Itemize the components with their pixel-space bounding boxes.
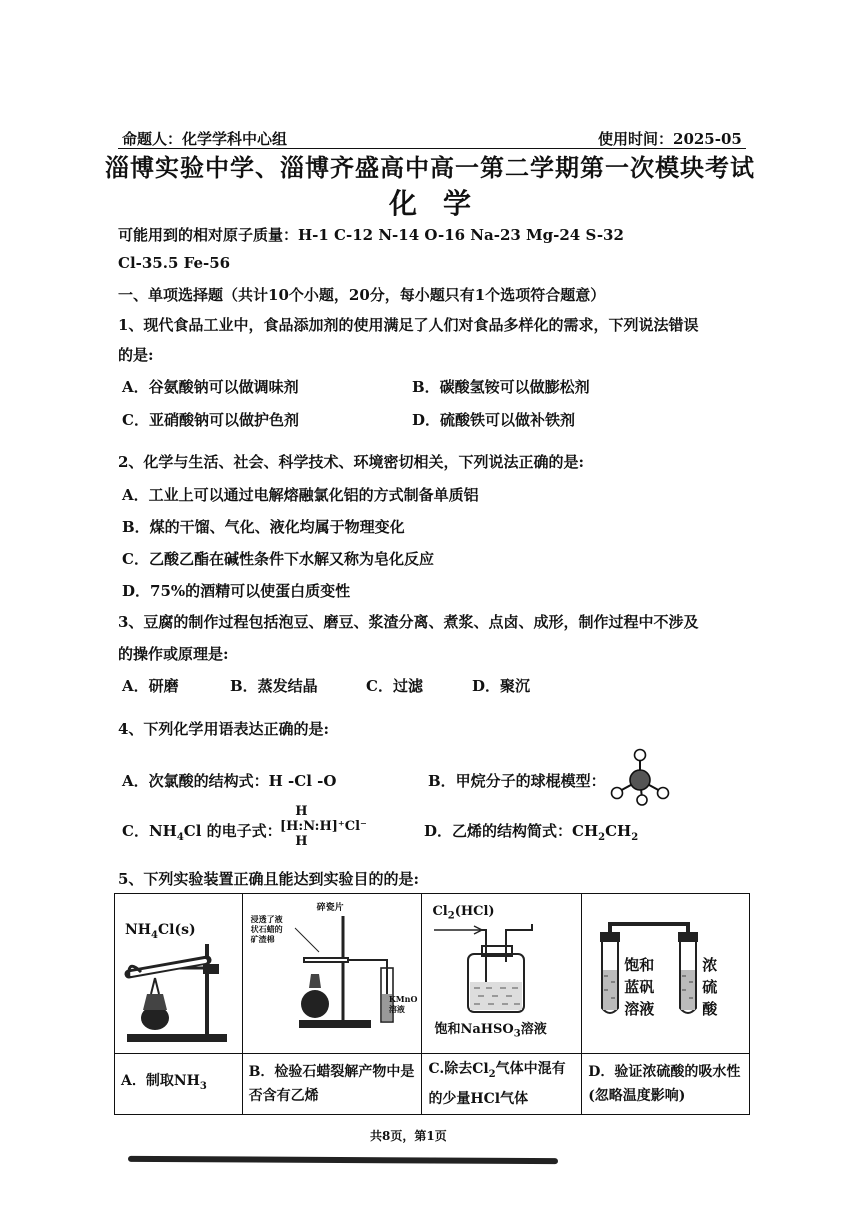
porcelain-chips-label: 碎瓷片 xyxy=(316,903,344,913)
kmno4-label: KMnO 溶液 xyxy=(388,994,418,1014)
apparatus-a-label: $NH_4Cl(s)$ xyxy=(125,922,196,941)
conc-sulfuric-label: 浓 硫 酸 xyxy=(702,956,718,1018)
q2-option-a[interactable]: A．工业上可以通过电解熔融氯化铝的方式制备单质铝 xyxy=(122,486,479,504)
methane-ball-stick-model xyxy=(608,748,672,808)
q2-option-b[interactable]: B．煤的干馏、气化、液化均属于物理变化 xyxy=(122,518,405,536)
q2-option-d[interactable]: D．75%的酒精可以使蛋白质变性 xyxy=(122,582,351,600)
apparatus-d-cell xyxy=(582,894,750,1054)
q3-option-d[interactable]: D．聚沉 xyxy=(472,677,531,695)
q3-stem: 3、豆腐的制作过程包括泡豆、磨豆、浆渣分离、煮浆、点卤、成形，制作过程中不涉及 xyxy=(118,613,699,631)
q5-stem: 5、下列实验装置正确且能达到实验目的的是: xyxy=(118,870,419,888)
atomic-masses-line1: 可能用到的相对原子质量：H-1 C-12 N-14 O-16 Na-23 Mg-24 S-32 xyxy=(118,226,624,244)
q3-option-b[interactable]: B．蒸发结晶 xyxy=(230,677,318,695)
q1-option-a[interactable]: A．谷氨酸钠可以做调味剂 xyxy=(122,378,299,396)
apparatus-c-cell xyxy=(422,894,582,1054)
q1-stem-cont: 的是: xyxy=(118,346,154,364)
gas-washing-bottle xyxy=(430,922,570,1018)
q5-figure-table xyxy=(114,893,750,1115)
apparatus-b-cell xyxy=(242,894,422,1054)
apparatus-a-cell xyxy=(115,894,243,1054)
q4-option-d[interactable]: D．乙烯的结构简式：$CH_2CH_2$ xyxy=(424,822,639,843)
section-heading: 一、单项选择题（共计10个小题，20分，每小题只有1个选项符合题意） xyxy=(118,286,606,304)
q2-option-c[interactable]: C．乙酸乙酯在碱性条件下水解又称为皂化反应 xyxy=(122,550,434,568)
q1-option-b[interactable]: B．碳酸氢铵可以做膨松剂 xyxy=(412,378,590,396)
nh4cl-electron-formula: H [H:N:H]⁺Cl⁻ H xyxy=(280,804,367,849)
u-tube-desiccation-apparatus xyxy=(590,918,740,1028)
q4-option-b[interactable]: B．甲烷分子的球棍模型： xyxy=(428,772,606,790)
q2-stem: 2、化学与生活、社会、科学技术、环境密切相关，下列说法正确的是: xyxy=(118,453,584,471)
q4-option-c[interactable]: C．$NH_4Cl$ 的电子式： xyxy=(122,822,282,843)
q1-option-c[interactable]: C．亚硝酸钠可以做护色剂 xyxy=(122,411,299,429)
q1-stem: 1、现代食品工业中，食品添加剂的使用满足了人们对食品多样化的需求，下列说法错误 xyxy=(118,316,699,334)
q5-option-d[interactable]: D．验证浓硫酸的吸水性(忽略温度影响) xyxy=(582,1054,750,1115)
subject-title: 化学 xyxy=(388,187,497,220)
author-line: 命题人：化学学科中心组 xyxy=(122,130,288,148)
q4-stem: 4、下列化学用语表达正确的是: xyxy=(118,720,329,738)
q5-option-c[interactable]: C.除去$Cl_2$气体中混有的少量HCl气体 xyxy=(422,1054,582,1115)
q3-stem-cont: 的操作或原理是: xyxy=(118,645,229,663)
q3-option-c[interactable]: C．过滤 xyxy=(366,677,423,695)
q4-option-a[interactable]: A．次氯酸的结构式：H -Cl -O xyxy=(122,772,337,790)
nahso3-label: 饱和NaHSO$_3$溶液 xyxy=(434,1022,547,1040)
page-footer: 共8页，第1页 xyxy=(370,1129,447,1143)
copper-sulfate-label: 饱和 蓝矾 溶液 xyxy=(624,956,655,1018)
scan-artifact-line xyxy=(128,1156,558,1164)
q3-option-a[interactable]: A．研磨 xyxy=(122,677,179,695)
q5-option-b[interactable]: B．检验石蜡裂解产物中是否含有乙烯 xyxy=(242,1054,422,1115)
atomic-masses-line2: Cl-35.5 Fe-56 xyxy=(118,254,231,272)
gas-inlet-label: $Cl_2(HCl)$ xyxy=(432,904,495,922)
mineral-wool-label: 浸透了液 状石蜡的 矿渣棉 xyxy=(250,914,283,944)
ammonium-heating-apparatus xyxy=(121,938,237,1050)
q1-option-d[interactable]: D．硫酸铁可以做补铁剂 xyxy=(412,411,576,429)
q5-option-a[interactable]: A．制取$NH_3$ xyxy=(115,1054,243,1115)
date-line: 使用时间：2025-05 xyxy=(598,130,742,148)
exam-title: 淄博实验中学、淄博齐盛高中高一第二学期第一次模块考试 xyxy=(105,153,755,182)
